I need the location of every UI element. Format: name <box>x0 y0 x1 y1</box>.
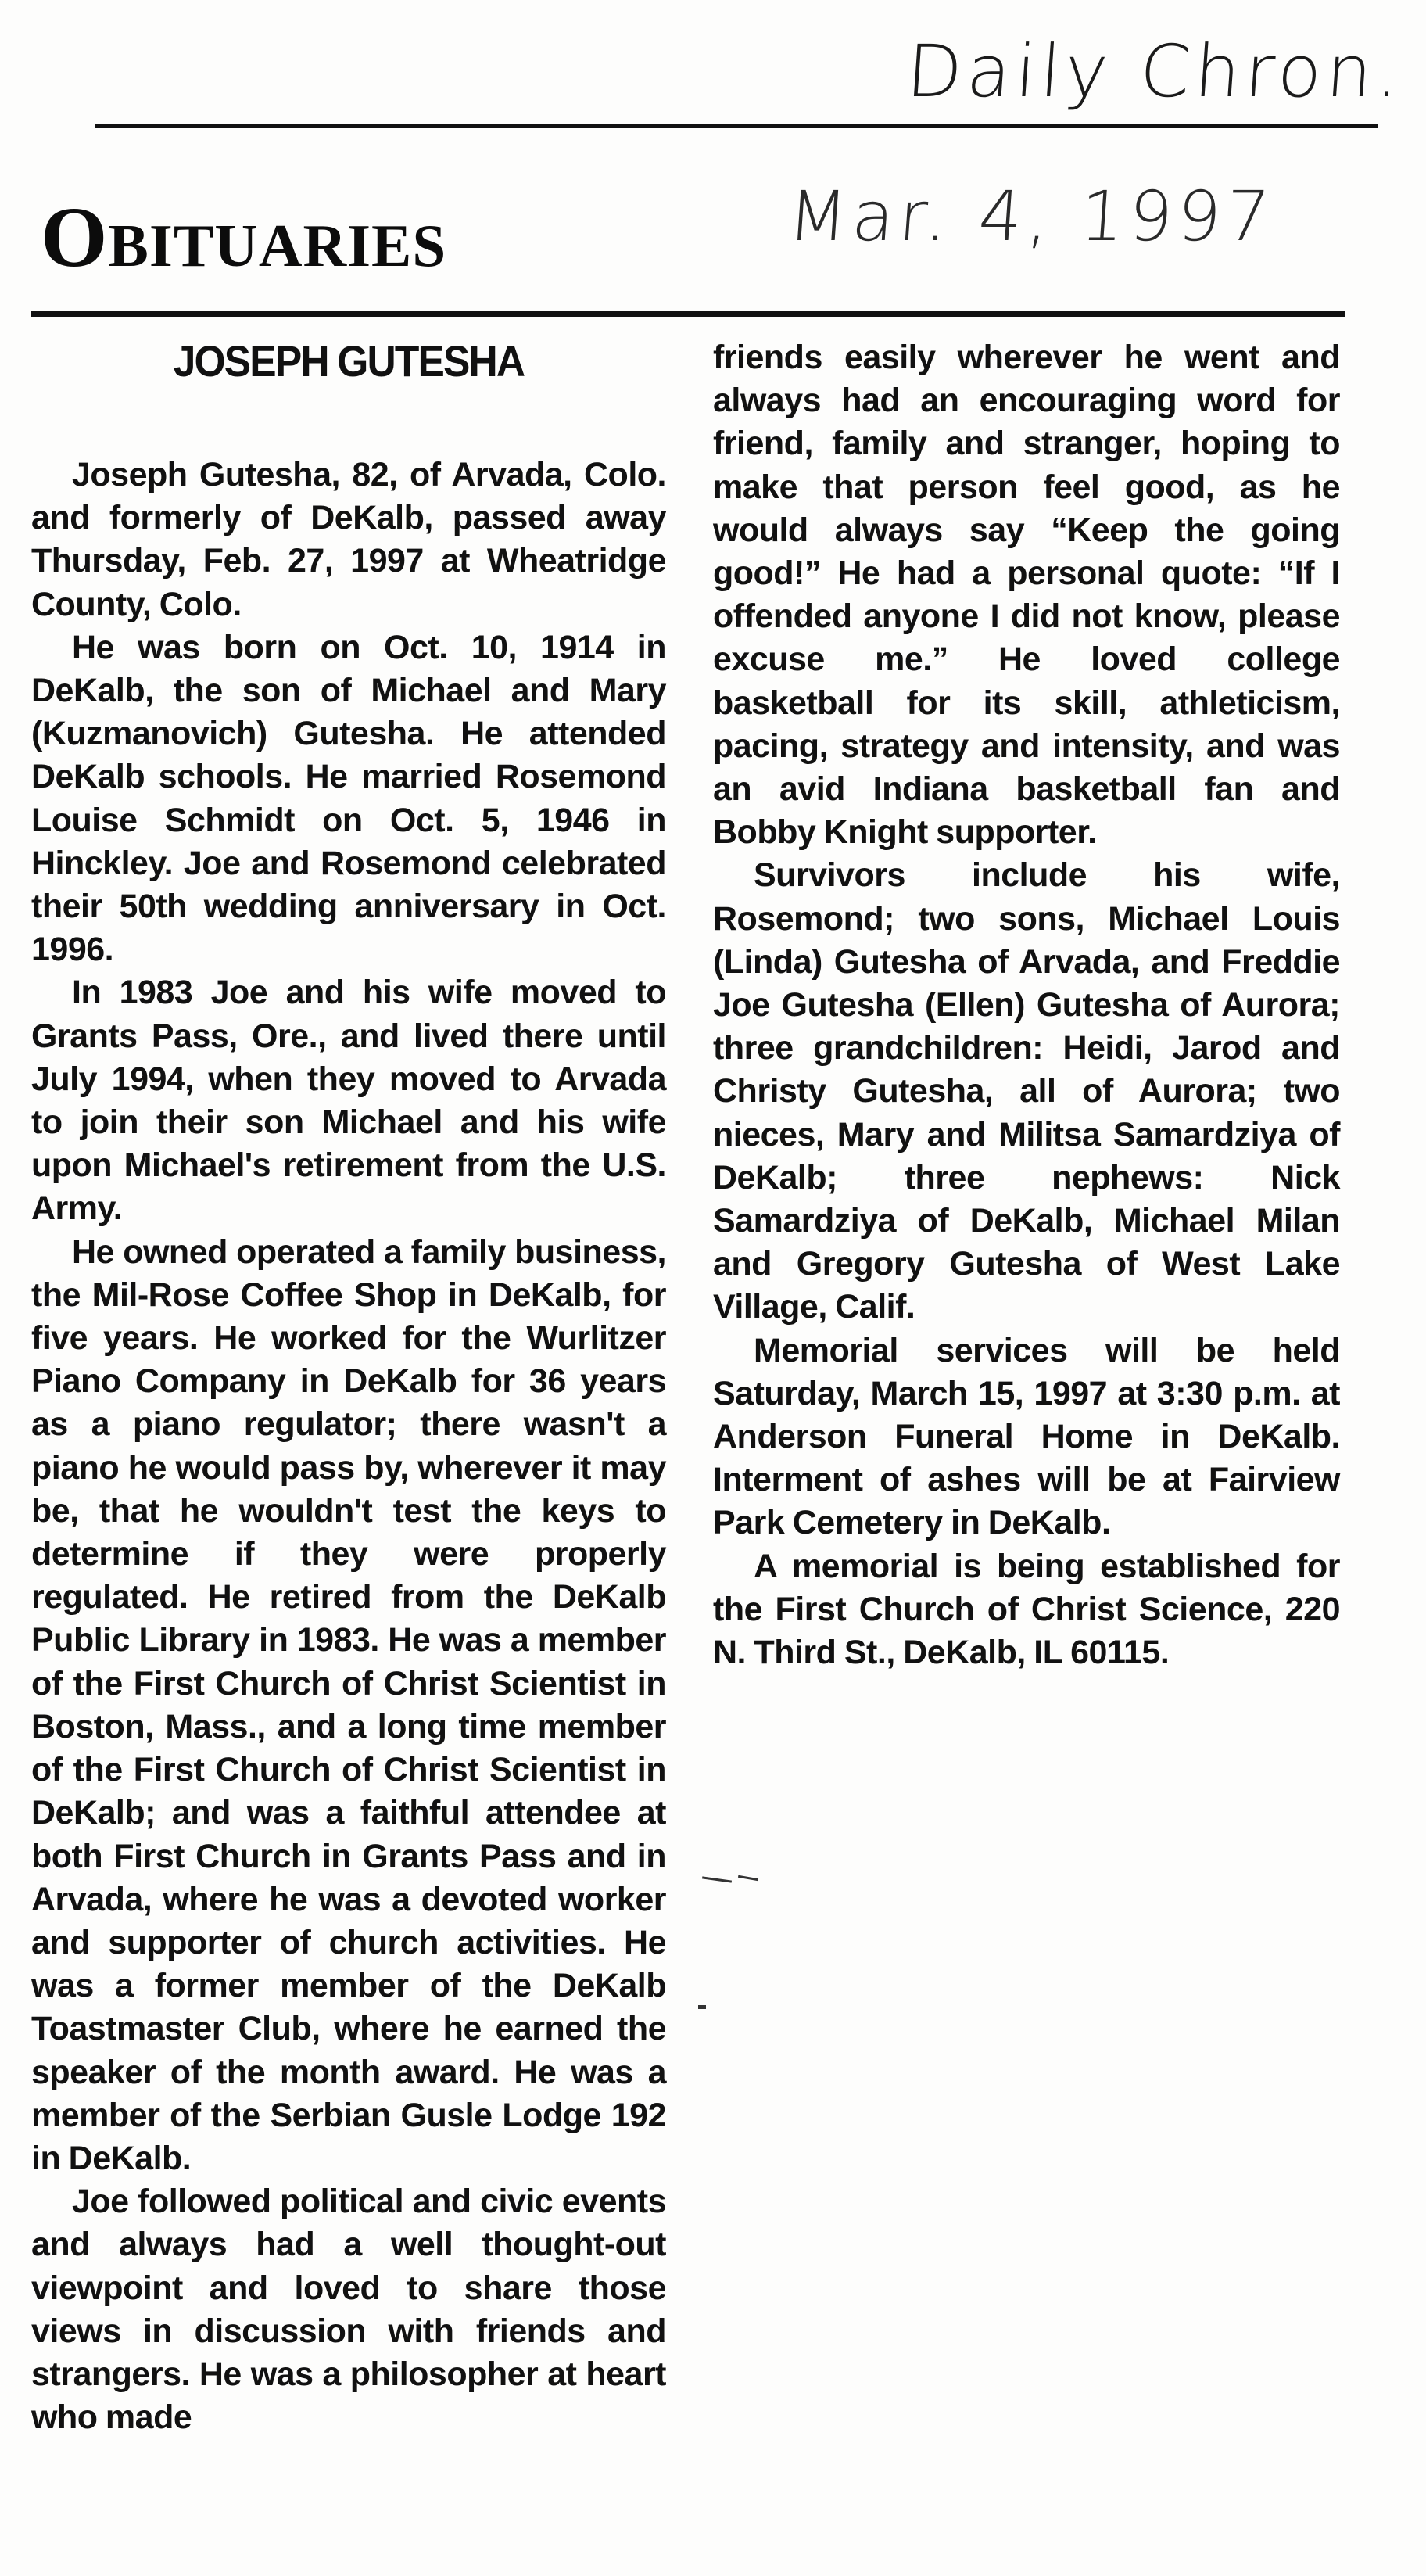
header-divider <box>31 311 1345 317</box>
scan-mark <box>698 2005 706 2009</box>
paragraph-death-notice: Joseph Gutesha, 82, of Arvada, Colo. and formerly of DeKalb, passed away Thursday, Feb. 27, 1997 at Wheatridge County, Colo. <box>31 456 666 623</box>
scan-mark <box>738 1875 758 1881</box>
paragraph-character: Joe followed political and civic events and always had a well thought-out viewpoint and loved to share those views in discussion with friends and strangers. He was a philosopher at heart who made <box>31 2183 666 2437</box>
obituary-column-left <box>31 336 666 2439</box>
paragraph-survivors: Survivors include his wife, Rosemond; two sons, Michael Louis (Linda) Gutesha of Arvada, and Freddie Joe Gutesha (Ellen) Gutesha of Aurora; three grandchildren: Heidi, Jarod and Christy Gutesha, all of Aurora; two nieces, Mary and Militsa Samardziya of DeKalb; three nephews: Nick Samardziya of DeKalb, Michael Milan and Gregory Gutesha of West Lake Village, Calif. <box>713 856 1340 1326</box>
paragraph-career: He owned operated a family business, the Mil-Rose Coffee Shop in DeKalb, for five years. He worked for the Wurlitzer Piano Company in DeKalb for 36 years as a piano regulator; there wasn't a piano he would pass by, wherever it may be, that he wouldn't test the keys to determine if they were properly regulated. He retired from the DeKalb Public Library in 1983. He was a member of the First Church of Christ Scientist in Boston, Mass., and a long time member of the First Church of Christ Scientist in DeKalb; and was a faithful attendee at both First Church in Grants Pass and in Arvada, where he was a devoted worker and supporter of church activities. He was a former member of the DeKalb Toastmaster Club, where he earned the speaker of the month award. He was a member of the Serbian Gusle Lodge 192 in DeKalb. <box>31 1232 666 2177</box>
handwritten-date-note: Mar. 4, 1997 <box>785 176 1277 257</box>
section-title: Obituaries <box>41 189 447 285</box>
paragraph-relocation: In 1983 Joe and his wife moved to Grants Pass, Ore., and lived there until July 1994, when they moved to Arvada to join their son Michael and his wife upon Michael's retirement from the U.S. Army. <box>31 974 666 1228</box>
handwritten-publication-note: Daily Chron. <box>904 30 1407 113</box>
paragraph-early-life: He was born on Oct. 10, 1914 in DeKalb, the son of Michael and Mary (Kuzmanovich) Gutesha. He attended DeKalb schools. He married Rosemond Louise Schmidt on Oct. 5, 1946 in Hinckley. Joe and Rosemond celebrated their 50th wedding anniversary in Oct. 1996. <box>31 628 666 969</box>
obituary-name-heading: JOSEPH GUTESHA <box>173 336 525 386</box>
scan-mark <box>702 1876 732 1882</box>
obituary-column-right <box>713 336 1340 1674</box>
paragraph-memorial: A memorial is being established for the First Church of Christ Science, 220 N. Third St., DeKalb, IL 60115. <box>713 1547 1340 1672</box>
paragraph-character-continued: friends easily wherever he went and always had an encouraging word for friend, family and stranger, hoping to make that person feel good, as he would always say “Keep the going good!” He had a personal quote: “If I offended anyone I did not know, please excuse me.” He loved college basketball for its skill, athleticism, pacing, strategy and intensity, and was an avid Indiana basketball fan and Bobby Knight supporter. <box>713 339 1340 852</box>
top-divider <box>95 124 1378 128</box>
paragraph-services: Memorial services will be held Saturday, March 15, 1997 at 3:30 p.m. at Anderson Funeral Home in DeKalb. Interment of ashes will be at Fairview Park Cemetery in DeKalb. <box>713 1331 1340 1542</box>
